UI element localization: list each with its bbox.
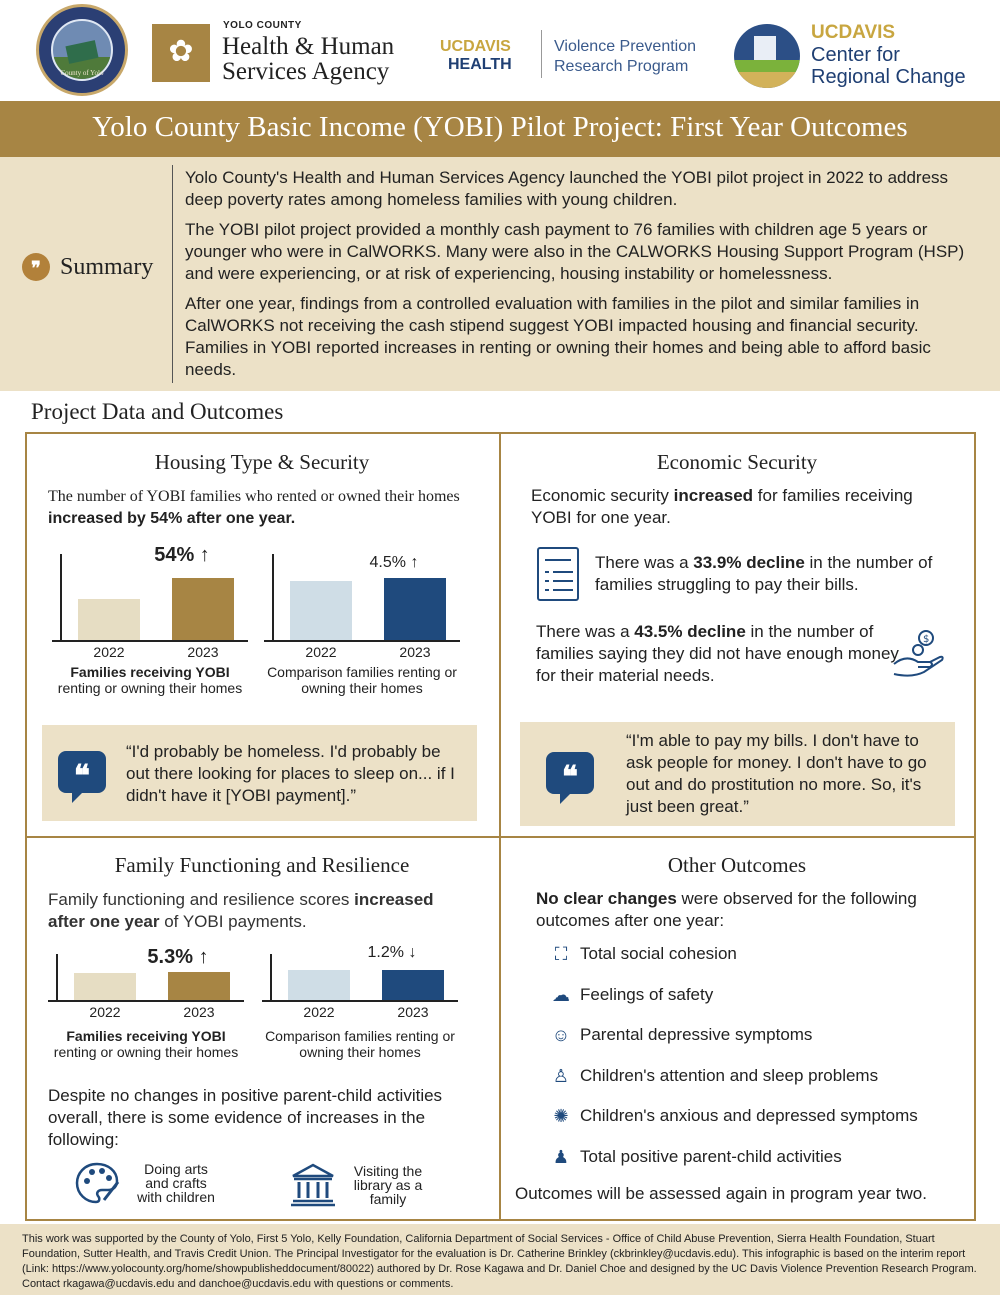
chart-tick-label: 2022 — [303, 1004, 335, 1020]
family-yobi-chart — [48, 942, 248, 1062]
footer-text: This work was supported by the County of Yolo, First 5 Yolo, Kelly Foundation, California Department of Social Services - Office of Child Abuse Prevention, Sierra Health Foundation, Stuart Foundation, Sutter Health, and Travis Credit Union. The Principal Investigator for the evaluation is Dr. Catherine Brinkley (ckbrinkley@ucdavis.edu). This infographic is based on the interim report (Link: https://www.yolocounty.org/home/showpublisheddocument/80022) authored by Dr. Rose Kagawa and Dr. Daniel Choe and designed by the UC Davis Violence Prevention Research Program. Contact rkagawa@ucdavis.edu and danchoe@ucdavis.edu with questions or comments. — [22, 1233, 977, 1290]
chart-tick-label: 2022 — [89, 1004, 121, 1020]
grid-divider-horizontal — [27, 836, 974, 838]
other-intro: No clear changes were observed for the following outcomes after one year: — [536, 889, 917, 930]
chart-bar-2023 — [384, 578, 446, 640]
chart-y-axis — [270, 954, 272, 1000]
svg-text:$: $ — [923, 634, 930, 645]
chart-x-axis — [48, 1000, 244, 1002]
chart-bar-2023 — [172, 578, 234, 640]
activity-arts — [74, 1160, 220, 1206]
chart-percent-label: 1.2% ↓ — [367, 944, 417, 961]
housing-intro: The number of YOBI families who rented or owned their homes increased by 54% after one year. — [48, 488, 460, 527]
housing-title: Housing Type & Security — [154, 450, 370, 474]
family-comparison-chart — [262, 942, 462, 1062]
chart-tick-label: 2023 — [187, 644, 219, 660]
economic-stat-bills: There was a 33.9% decline in the number of families struggling to pay their bills. — [595, 553, 933, 594]
quote-icon-tail — [560, 794, 570, 804]
library-icon — [290, 1162, 336, 1208]
child-icon: ♙ — [552, 1065, 570, 1086]
seal-text: County of Yolo — [60, 69, 104, 77]
chart-bar-2022 — [78, 599, 140, 640]
other-outcome-label: Parental depressive symptoms — [580, 1025, 813, 1045]
page-title: Yolo County Basic Income (YOBI) Pilot Project: First Year Outcomes — [92, 111, 908, 143]
head-icon: ☺ — [551, 1025, 571, 1046]
chart-caption: Comparison families renting or owning their homes — [267, 664, 457, 696]
chart-percent-label: 5.3% ↑ — [147, 946, 209, 968]
other-outcome-label: Total social cohesion — [580, 944, 737, 963]
housing-comparison-chart — [264, 540, 464, 700]
chart-bar-2022 — [290, 581, 352, 640]
bill-icon — [537, 547, 579, 601]
ucdavis-health-logo: UCDAVIS HEALTH — [440, 38, 512, 73]
economic-title: Economic Security — [656, 450, 818, 474]
activity-library — [290, 1162, 428, 1208]
chart-caption: Comparison families renting or owning their homes — [265, 1028, 455, 1060]
other-outcome-label: Feelings of safety — [580, 984, 714, 1004]
housing-quote: “I'd probably be homeless. I'd probably be out there looking for places to sleep on... if I didn't have it [YOBI payment].” — [126, 742, 455, 805]
other-outcome-item — [550, 984, 713, 1006]
other-outcome-item — [550, 1024, 812, 1046]
other-outcome-label: Total positive parent-child activities — [580, 1147, 842, 1166]
economic-quote: “I'm able to pay my bills. I don't have to ask people for money. I don't have to go out and do prostitution no more. So, it's just been great.” — [626, 731, 927, 816]
chart-bar-2023 — [168, 972, 230, 1000]
chart-tick-label: 2022 — [305, 644, 337, 660]
economic-stat-needs: There was a 43.5% decline in the number of families saying they did not have enough money for their material needs. — [536, 622, 899, 685]
speech-bubble-icon: ❞ — [22, 253, 50, 281]
family-title: Family Functioning and Resilience — [114, 853, 410, 877]
other-outcome-item — [550, 1105, 918, 1127]
other-closing: Outcomes will be assessed again in program year two. — [515, 1184, 927, 1203]
cloud-icon: ☁ — [552, 984, 570, 1005]
chart-x-axis — [264, 640, 460, 642]
summary-section — [0, 157, 1000, 391]
hand-money-icon — [890, 628, 946, 680]
other-outcome-item — [550, 1065, 878, 1087]
chart-tick-label: 2022 — [93, 644, 125, 660]
chart-bar-2022 — [74, 973, 136, 1000]
chart-x-axis — [52, 640, 248, 642]
chart-y-axis — [56, 954, 58, 1000]
housing-quote-box — [42, 725, 477, 821]
hhsa-name: Health & Human Services Agency — [222, 33, 395, 85]
chart-tick-label: 2023 — [183, 1004, 215, 1020]
summary-text — [185, 167, 985, 389]
family-intro: Family functioning and resilience scores increased after one year of YOBI payments. — [48, 890, 434, 931]
other-outcome-item — [550, 943, 737, 965]
crc-logo-text: UCDAVIS Center for Regional Change — [811, 22, 966, 88]
chart-y-axis — [272, 554, 274, 640]
chart-tick-label: 2023 — [397, 1004, 429, 1020]
summary-paragraph: The YOBI pilot project provided a monthly cash payment to 76 families with children age 5 years or younger who were in CalWORKS. Many were also in the CALWORKS Housing Support Program (HSP) and were experiencing, or at risk of experiencing, housing instability or homelessness. — [185, 220, 965, 283]
quote-icon: ❝ — [58, 751, 106, 793]
network-icon: ⛶ — [554, 944, 568, 964]
quote-icon-tail — [72, 793, 82, 803]
summary-paragraph: After one year, findings from a controlled evaluation with families in the pilot and similar families in CalWORKS not receiving the cash stipend suggest YOBI impacted housing and financial security. Families in YOBI reported increases in renting or owning their homes and being able to afford basic needs. — [185, 294, 931, 379]
crc-logo — [734, 24, 800, 88]
hhsa-small-label: YOLO COUNTY — [223, 20, 302, 31]
family-despite-text: Despite no changes in positive parent-child activities overall, there is some evidence of increases in the following: — [48, 1086, 443, 1149]
grid-divider-vertical — [499, 434, 501, 1219]
housing-yobi-chart — [52, 540, 252, 700]
other-outcome-item — [550, 1146, 842, 1168]
chart-x-axis — [262, 1000, 458, 1002]
summary-label: ❞ Summary — [22, 253, 153, 281]
vprp-logo-text: Violence Prevention Research Program — [554, 38, 697, 75]
other-outcome-label: Children's anxious and depressed symptoms — [580, 1106, 918, 1126]
quote-icon: ❝ — [546, 752, 594, 794]
chart-bar-2022 — [288, 970, 350, 1000]
title-bar — [0, 101, 1000, 157]
economic-quote-box — [520, 722, 955, 826]
section-title: Project Data and Outcomes — [31, 399, 284, 424]
chart-percent-label: 54% ↑ — [154, 544, 210, 566]
chart-caption: Families receiving YOBI renting or owning their homes — [53, 1028, 239, 1060]
logo-divider — [541, 30, 542, 78]
header — [0, 0, 1000, 100]
activity-library-label: Visiting the library as a family — [353, 1163, 423, 1207]
palette-icon — [74, 1160, 120, 1206]
chart-percent-label: 4.5% ↑ — [369, 554, 419, 571]
summary-divider — [172, 165, 173, 383]
economic-intro: Economic security increased for families receiving YOBI for one year. — [531, 486, 913, 527]
hhsa-logo: ✿ — [152, 24, 210, 82]
footer — [0, 1224, 1000, 1295]
summary-paragraph: Yolo County's Health and Human Services Agency launched the YOBI pilot project in 2022 to address deep poverty rates among homeless families with young children. — [185, 168, 949, 209]
chart-bar-2023 — [382, 970, 444, 1000]
other-title: Other Outcomes — [667, 853, 807, 877]
chart-caption: Families receiving YOBI renting or owning their homes — [57, 664, 243, 696]
brain-icon: ✺ — [553, 1106, 569, 1127]
activity-arts-label: Doing arts and crafts with children — [137, 1161, 215, 1205]
chart-y-axis — [60, 554, 62, 640]
chart-tick-label: 2023 — [399, 644, 431, 660]
other-outcome-label: Children's attention and sleep problems — [580, 1065, 879, 1085]
county-seal-logo — [36, 4, 128, 96]
parent-child-icon: ♟ — [552, 1147, 570, 1167]
